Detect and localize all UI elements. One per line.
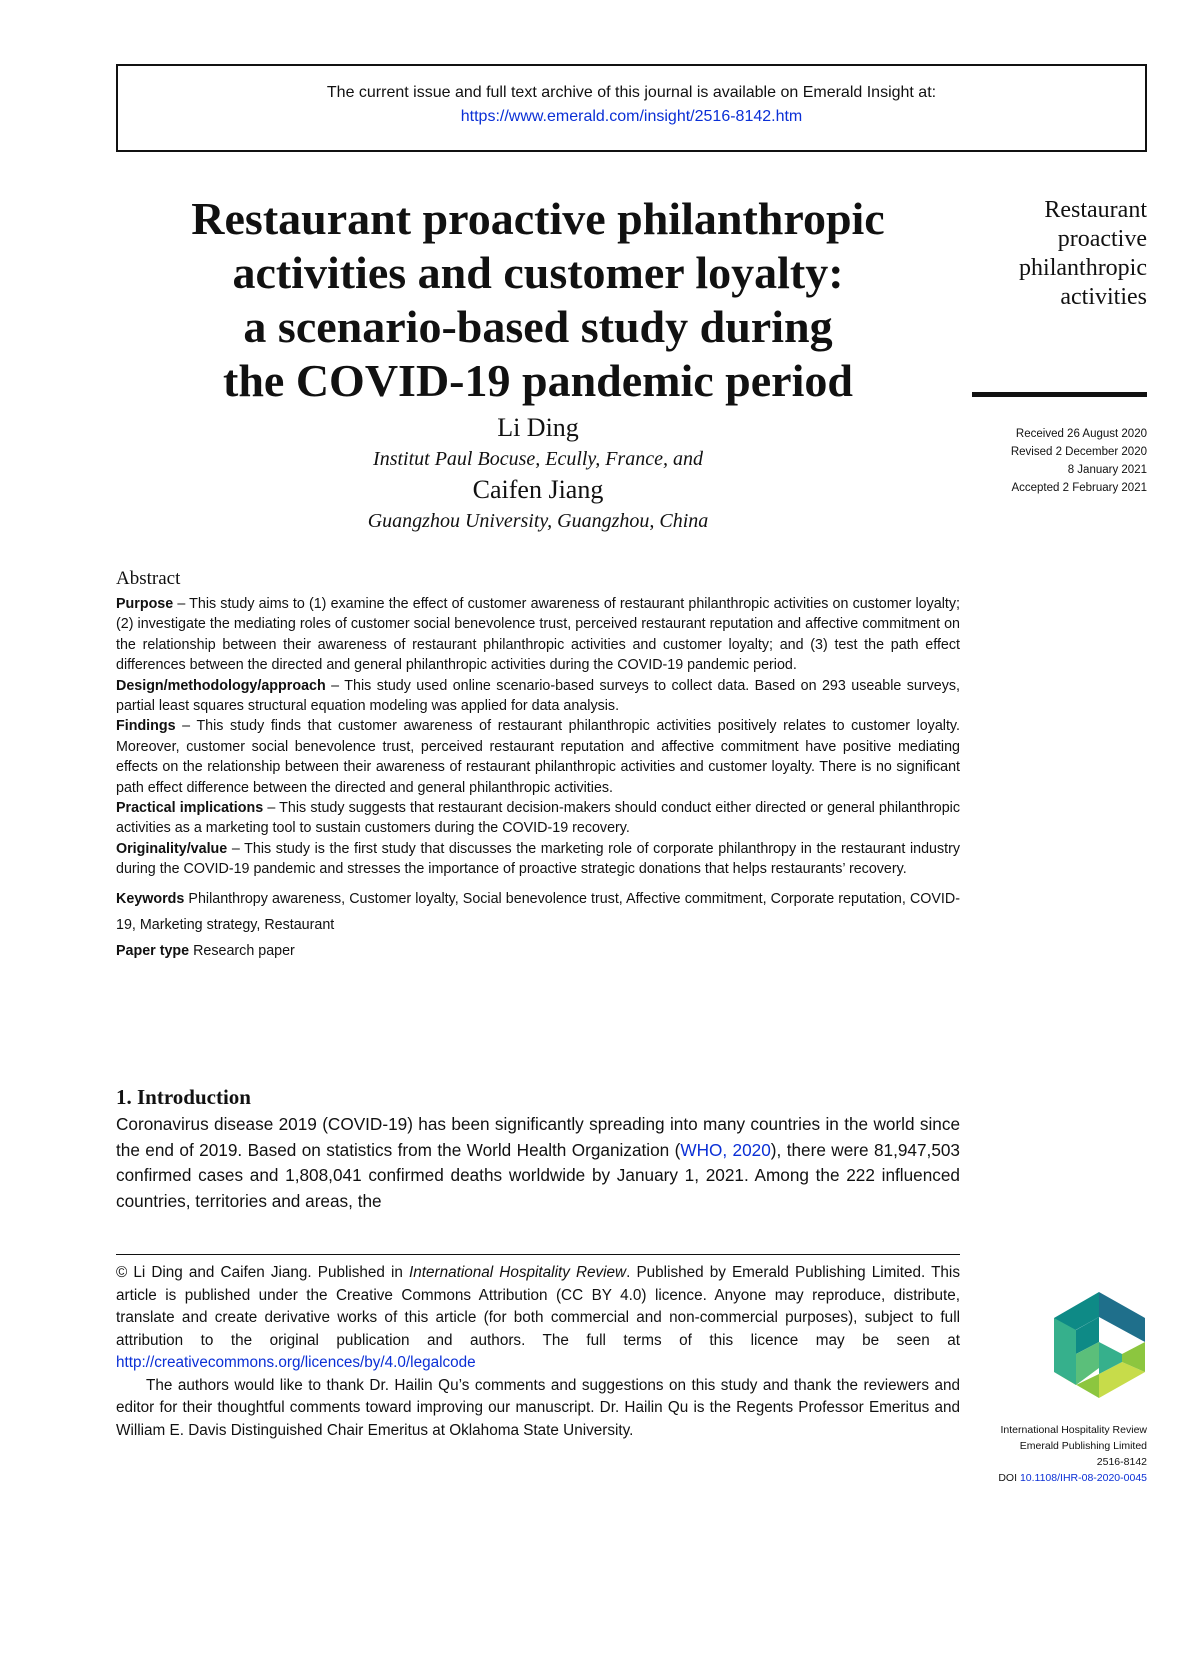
keywords-label: Keywords [116, 890, 185, 907]
running-head-line: philanthropic [1019, 255, 1147, 281]
findings-label: Findings [116, 718, 176, 735]
paper-type-label: Paper type [116, 942, 190, 959]
running-head-line: Restaurant [1044, 197, 1147, 223]
license-text: . Published by Emerald Publishing Limited. This article is published under the Creative Commons Attribution (CC BY 4.0) licence. Anyone may reproduce, distribute, translate and create derivative works of this article (for both commercial and non-commercial purposes), subject to full attribution to the original publication and authors. The full terms of this licence may be seen at [116, 1264, 960, 1349]
findings-text: – This study finds that customer awareness of restaurant philanthropic activities positively relates to customer loyalty. Moreover, customer social benevolence trust, perceived restaurant reputation and affective commitment have positive mediating effects on the relationship between their awareness of restaurant philanthropic activities and customer loyalty. There is no significant path effect difference between the directed and general philanthropic activities. [116, 718, 960, 796]
license-text: © Li Ding and Caifen Jiang. Published in [116, 1264, 410, 1281]
archive-notice-text: The current issue and full text archive of this journal is available on Emerald Insight at: [326, 84, 937, 101]
abstract-design [116, 676, 960, 717]
running-head-line: proactive [1057, 226, 1147, 252]
doi-label: DOI [998, 1472, 1020, 1484]
journal-info-name: International Hospitality Review [1000, 1424, 1147, 1436]
archive-url-link[interactable]: https://www.emerald.com/insight/2516-8142.htm [460, 108, 803, 125]
author-block [116, 412, 960, 536]
introduction-section [116, 1082, 960, 1214]
received-date: Received 26 August 2020 [1015, 428, 1147, 440]
running-head [960, 196, 1147, 312]
article-title [116, 192, 960, 408]
journal-info-issn: 2516-8142 [1096, 1456, 1147, 1468]
author-affiliation: Guangzhou University, Guangzhou, China [367, 510, 709, 532]
design-label: Design/methodology/approach [116, 677, 326, 694]
journal-name: International Hospitality Review [409, 1264, 627, 1281]
design-text: – This study used online scenario-based surveys to collect data. Based on 293 useable surveys, partial least squares structural equation modeling was applied for data analysis. [116, 677, 960, 715]
abstract-purpose [116, 594, 960, 676]
title-line: the COVID-19 pandemic period [223, 355, 853, 406]
acknowledgement-paragraph: The authors would like to thank Dr. Hailin Qu’s comments and suggestions on this study and thank the reviewers and editor for their thoughtful comments toward improving our manuscript. Dr. Hailin Qu is the Regents Professor Emeritus and William E. Davis Distinguished Chair Emeritus at Oklahoma State University. [116, 1376, 960, 1439]
originality-label: Originality/value [116, 840, 228, 857]
keywords [116, 886, 960, 938]
abstract-originality [116, 839, 960, 880]
license-paragraph [116, 1262, 960, 1375]
who-citation-link[interactable]: WHO, 2020 [680, 1139, 771, 1160]
accepted-date: Accepted 2 February 2021 [1011, 482, 1147, 494]
paper-type [116, 938, 960, 964]
journal-info-publisher: Emerald Publishing Limited [1019, 1440, 1147, 1452]
practical-text: – This study suggests that restaurant decision-makers should conduct either directed or general philanthropic activities as a marketing tool to sustain customers during the COVID-19 recovery. [116, 800, 960, 837]
title-line: activities and customer loyalty: [232, 247, 844, 298]
journal-info [960, 1422, 1147, 1486]
license-link[interactable]: http://creativecommons.org/licences/by/4.0/legalcode [116, 1354, 476, 1371]
author-name: Caifen Jiang [472, 475, 604, 504]
keywords-text: Philanthropy awareness, Customer loyalty, Social benevolence trust, Affective commitment, Corporate reputation, COVID-19, Marketing strategy, Restaurant [116, 890, 960, 933]
running-head-rule [972, 392, 1147, 397]
purpose-text: – This study aims to (1) examine the effect of customer awareness of restaurant philanthropic activities on customer loyalty; (2) investigate the mediating roles of customer social benevolence trust, perceived restaurant reputation and affective commitment on the relationship between their awareness of restaurant philanthropic activities and customer loyalty; and (3) test the path effect differences between the directed and general philanthropic activities during the COVID-19 pandemic period. [116, 596, 960, 674]
title-line: a scenario-based study during [243, 301, 833, 352]
intro-text: Coronavirus disease 2019 (COVID-19) has been significantly spreading into many countries in the world since the end of 2019. Based on statistics from the World Health Organization ( [116, 1114, 960, 1160]
footnote-section [116, 1262, 960, 1442]
doi-link[interactable]: 10.1108/IHR-08-2020-0045 [1019, 1472, 1147, 1484]
abstract-section [116, 567, 960, 964]
abstract-heading: Abstract [116, 568, 181, 589]
title-line: Restaurant proactive philanthropic [191, 193, 885, 244]
intro-text: ), there were 81,947,503 confirmed cases and 1,808,041 confirmed deaths worldwide by January 1, 2021. Among the 222 influenced countries, territories and areas, the [116, 1139, 960, 1211]
revised-date: Revised 2 December 2020 [1010, 446, 1147, 458]
author-affiliation: Institut Paul Bocuse, Ecully, France, and [373, 448, 703, 470]
footnote-rule [116, 1254, 960, 1255]
purpose-label: Purpose [116, 596, 174, 612]
emerald-logo-icon [1052, 1290, 1147, 1400]
originality-text: – This study is the first study that discusses the marketing role of corporate philanthropy in the restaurant industry during the COVID-19 pandemic and stresses the importance of proactive strategic donations that helps restaurants’ recovery. [116, 840, 960, 878]
abstract-practical [116, 798, 960, 839]
article-dates [960, 425, 1147, 497]
running-head-line: activities [1060, 284, 1147, 310]
introduction-paragraph [116, 1112, 960, 1214]
practical-label: Practical implications [116, 800, 264, 817]
abstract-findings [116, 716, 960, 798]
journal-info-doi [960, 1470, 1147, 1486]
revised-date-2: 8 January 2021 [1067, 464, 1147, 476]
introduction-heading: 1. Introduction [116, 1085, 251, 1109]
paper-type-text: Research paper [189, 942, 295, 959]
author-name: Li Ding [497, 413, 579, 442]
archive-notice-box [116, 64, 1147, 152]
